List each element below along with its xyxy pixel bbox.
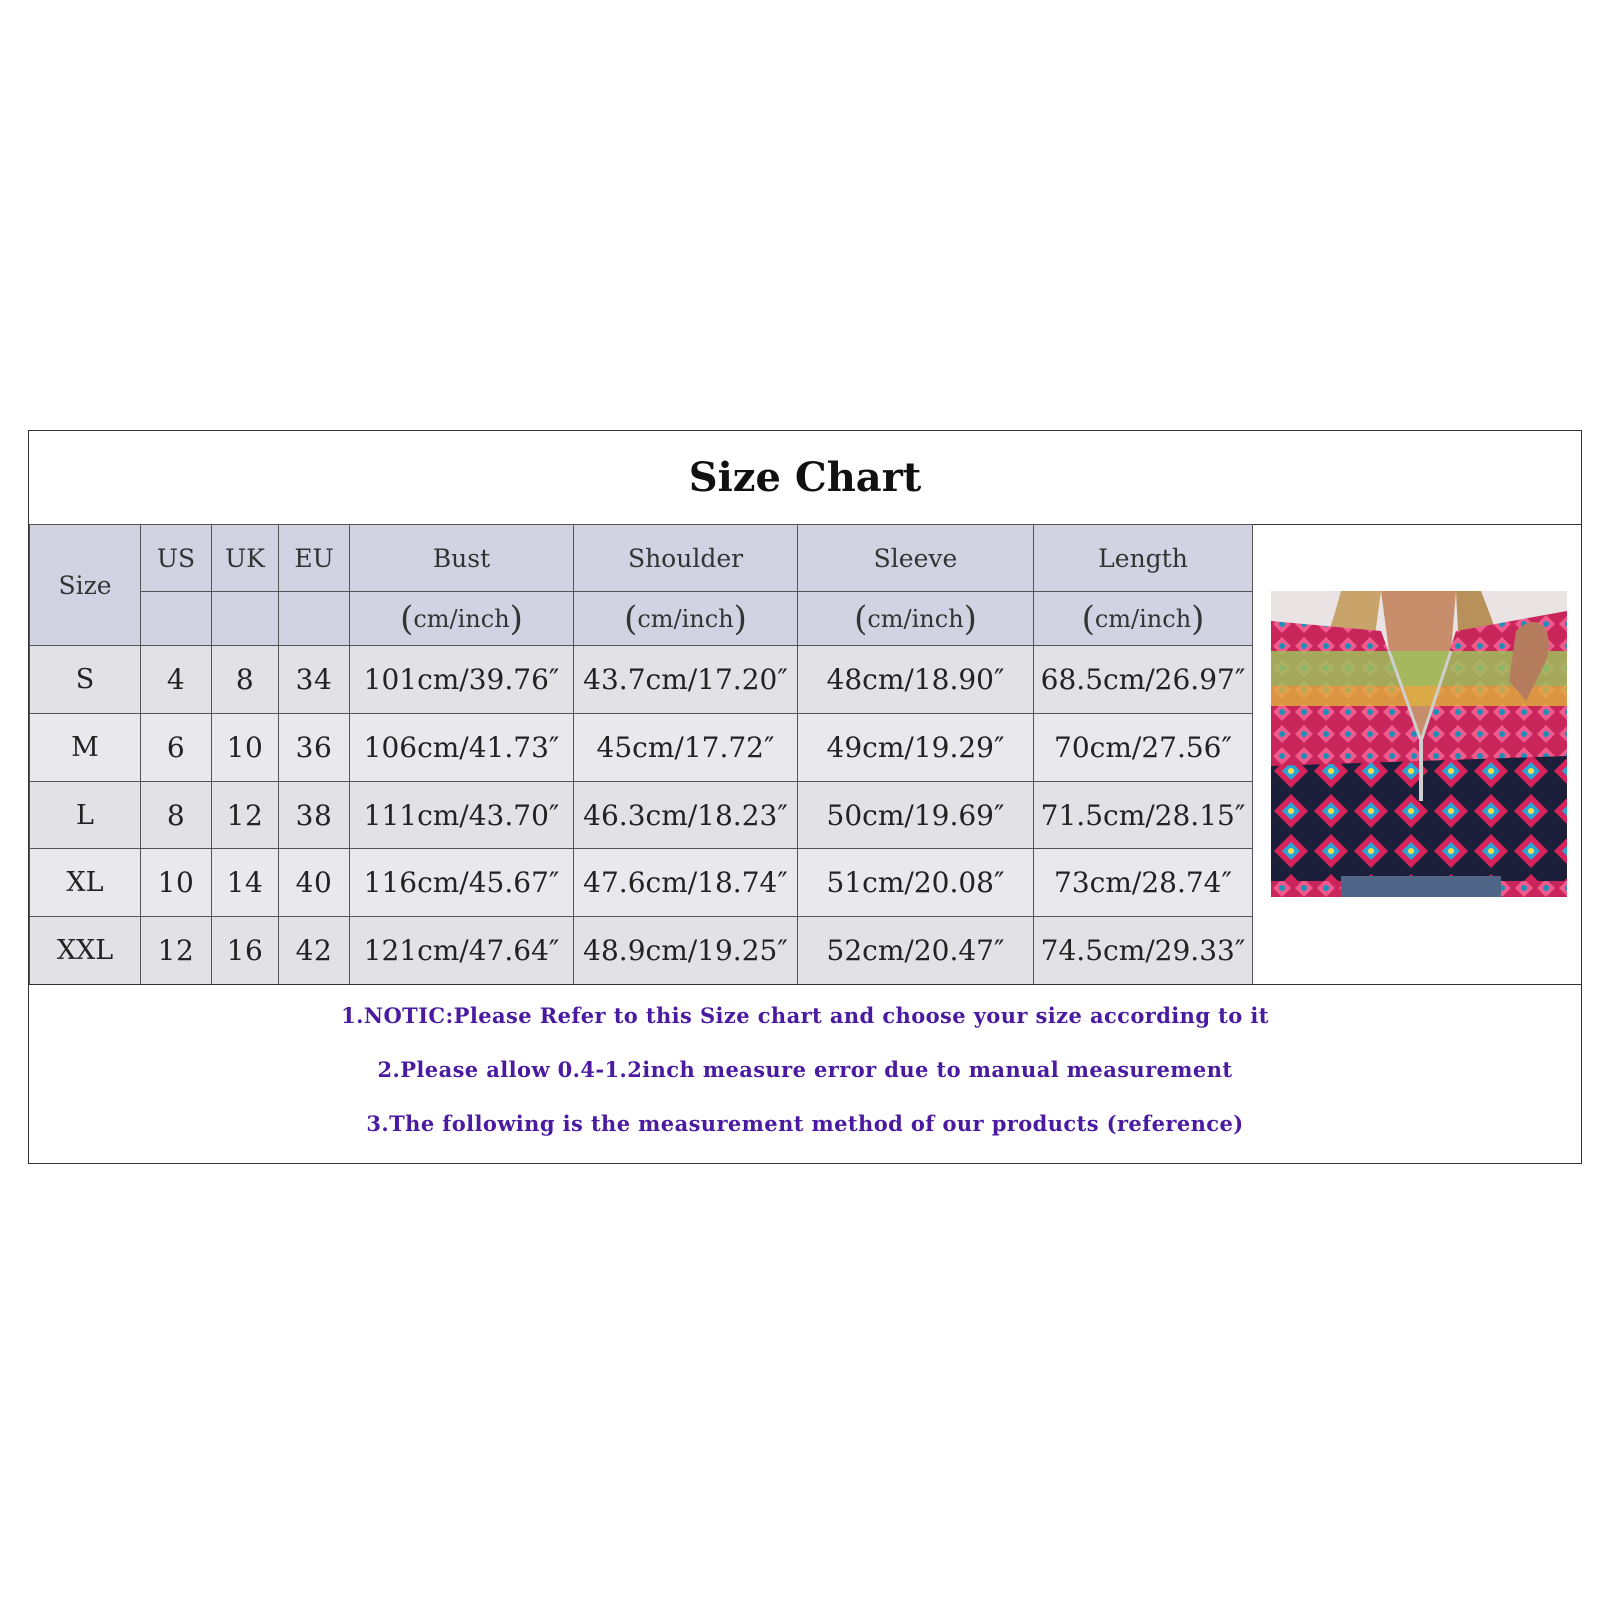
cell-bust: 111cm/43.70″	[350, 782, 574, 849]
cell-eu: 34	[279, 646, 350, 714]
cell-eu: 42	[279, 917, 350, 985]
table-row	[30, 917, 1253, 985]
cell-uk: 16	[212, 917, 279, 985]
note-2: 2.Please allow 0.4-1.2inch measure error due to manual measurement	[377, 1057, 1233, 1082]
table-row	[30, 849, 1253, 917]
cell-sleeve: 50cm/19.69″	[798, 782, 1034, 849]
notes-section	[29, 984, 1581, 1164]
cell-bust: 116cm/45.67″	[350, 849, 574, 917]
cell-bust: 121cm/47.64″	[350, 917, 574, 985]
cell-us: 12	[141, 917, 212, 985]
cell-sleeve: 52cm/20.47″	[798, 917, 1034, 985]
header-sleeve: Sleeve	[798, 525, 1034, 592]
cell-eu: 40	[279, 849, 350, 917]
cell-length: 71.5cm/28.15″	[1034, 782, 1253, 849]
cell-eu: 36	[279, 714, 350, 782]
chart-title: Size Chart	[29, 431, 1581, 525]
cell-size: L	[30, 782, 141, 849]
cell-us: 10	[141, 849, 212, 917]
cell-sleeve: 48cm/18.90″	[798, 646, 1034, 714]
cell-sleeve: 49cm/19.29″	[798, 714, 1034, 782]
unit-bust: (cm/inch)	[350, 592, 574, 646]
note-1: 1.NOTIC:Please Refer to this Size chart and choose your size according to it	[341, 1003, 1269, 1028]
header-uk: UK	[212, 525, 279, 592]
unit-label: cm/inch	[413, 604, 510, 633]
unit-sleeve: (cm/inch)	[798, 592, 1034, 646]
cell-eu: 38	[279, 782, 350, 849]
cell-shoulder: 43.7cm/17.20″	[574, 646, 798, 714]
unit-label: cm/inch	[1094, 604, 1192, 633]
table-row	[30, 646, 1253, 714]
header-eu: EU	[279, 525, 350, 592]
unit-label: cm/inch	[867, 604, 964, 633]
cell-length: 70cm/27.56″	[1034, 714, 1253, 782]
cell-length: 68.5cm/26.97″	[1034, 646, 1253, 714]
unit-length: (cm/inch)	[1034, 592, 1253, 646]
cell-uk: 12	[212, 782, 279, 849]
cell-us: 4	[141, 646, 212, 714]
cell-bust: 101cm/39.76″	[350, 646, 574, 714]
cell-shoulder: 47.6cm/18.74″	[574, 849, 798, 917]
header-us: US	[141, 525, 212, 592]
header-shoulder: Shoulder	[574, 525, 798, 592]
unit-empty	[212, 592, 279, 646]
unit-empty	[141, 592, 212, 646]
cell-size: M	[30, 714, 141, 782]
size-table	[29, 524, 1253, 985]
cell-shoulder: 45cm/17.72″	[574, 714, 798, 782]
cell-uk: 10	[212, 714, 279, 782]
cell-us: 8	[141, 782, 212, 849]
header-size: Size	[30, 525, 141, 646]
cell-length: 74.5cm/29.33″	[1034, 917, 1253, 985]
header-bust: Bust	[350, 525, 574, 592]
product-blouse-photo	[1271, 591, 1567, 897]
cell-size: XXL	[30, 917, 141, 985]
cell-us: 6	[141, 714, 212, 782]
cell-sleeve: 51cm/20.08″	[798, 849, 1034, 917]
cell-length: 73cm/28.74″	[1034, 849, 1253, 917]
table-row	[30, 714, 1253, 782]
header-length: Length	[1034, 525, 1253, 592]
size-chart-frame	[28, 430, 1582, 1164]
unit-label: cm/inch	[637, 604, 734, 633]
cell-bust: 106cm/41.73″	[350, 714, 574, 782]
note-3: 3.The following is the measurement method of our products (reference)	[366, 1111, 1244, 1136]
cell-size: S	[30, 646, 141, 714]
cell-shoulder: 46.3cm/18.23″	[574, 782, 798, 849]
cell-uk: 14	[212, 849, 279, 917]
cell-shoulder: 48.9cm/19.25″	[574, 917, 798, 985]
unit-shoulder: (cm/inch)	[574, 592, 798, 646]
table-row	[30, 782, 1253, 849]
cell-uk: 8	[212, 646, 279, 714]
cell-size: XL	[30, 849, 141, 917]
unit-empty	[279, 592, 350, 646]
